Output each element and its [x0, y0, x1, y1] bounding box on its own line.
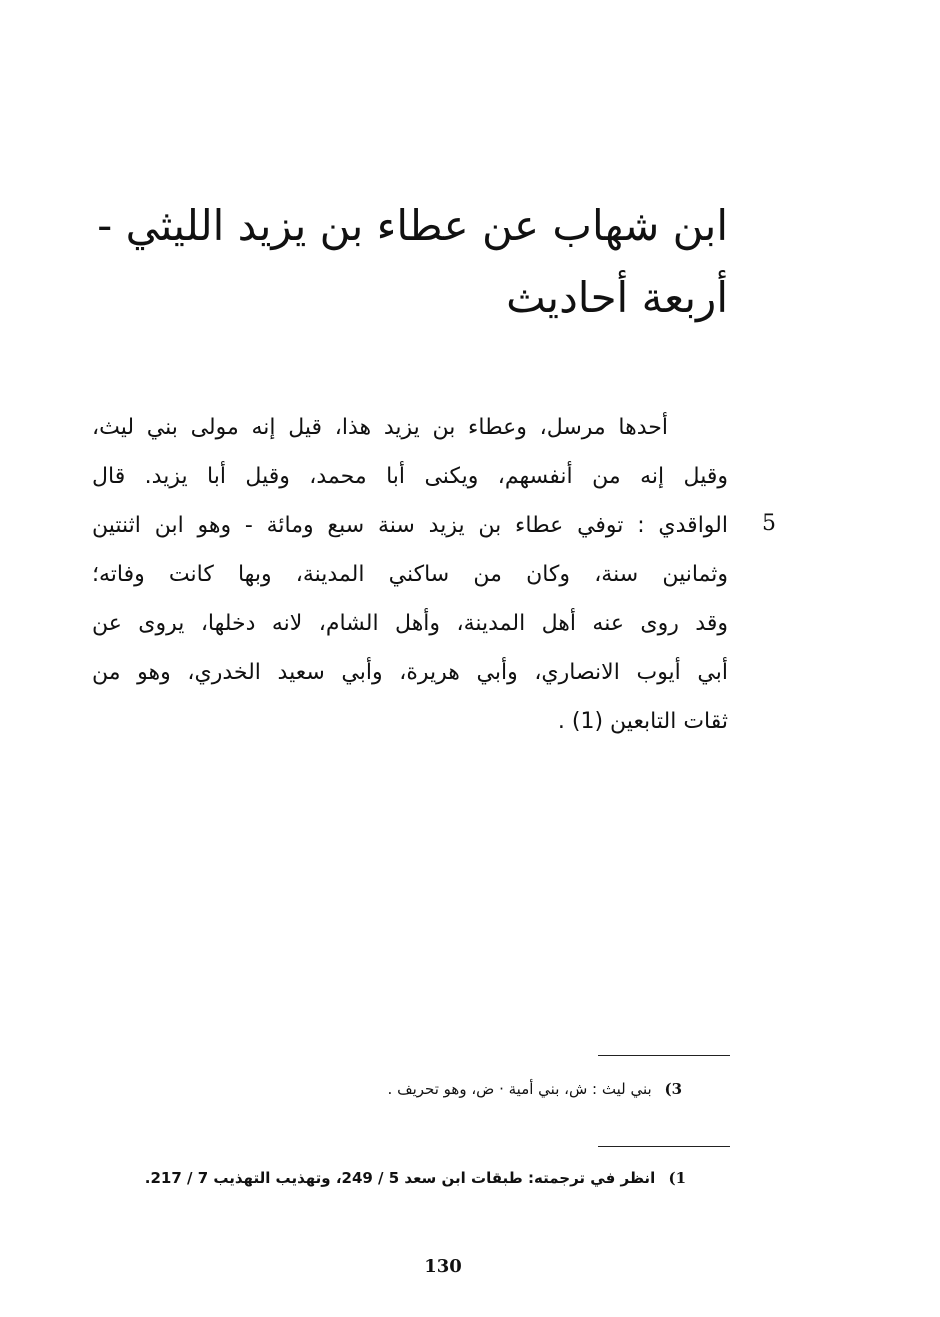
- body-line: وقيل إنه من أنفسهم، ويكنى أبا محمد، وقيل أبا يزيد. قال: [92, 464, 728, 489]
- footnote-divider: [598, 1055, 730, 1056]
- footnote-text: بني ليث : ش، بني أمية · ض، وهو تحريف .: [387, 1080, 652, 1098]
- body-line: الواقدي : توفي عطاء بن يزيد سنة سبع ومائة - وهو ابن اثنتين: [92, 513, 728, 538]
- footnote-marker: 1): [668, 1169, 686, 1187]
- footnote-text: انظر في ترجمته: طبقات ابن سعد 5 / 249، وتهذيب التهذيب 7 / 217.: [144, 1169, 656, 1187]
- body-line: ثقات التابعين (1) .: [557, 709, 728, 734]
- footnote-variant: [388, 1076, 682, 1102]
- body-paragraph: [92, 403, 728, 746]
- page-number: 130: [424, 1256, 462, 1277]
- body-line: أبي أيوب الانصاري، وأبي هريرة، وأبي سعيد الخدري، وهو من: [92, 660, 728, 685]
- body-line: وقد روى عنه أهل المدينة، وأهل الشام، لانه دخلها، يروى عن: [92, 611, 728, 636]
- body-line: وثمانين سنة، وكان من ساكني المدينة، وبها كانت وفاته؛: [92, 562, 728, 587]
- chapter-heading-line-1: ابن شهاب عن عطاء بن يزيد الليثي -: [97, 201, 728, 250]
- footnote-marker: 3): [664, 1080, 682, 1098]
- footnote-divider: [598, 1146, 730, 1147]
- body-line: أحدها مرسل، وعطاء بن يزيد هذا، قيل إنه مولى بني ليث،: [92, 415, 668, 440]
- chapter-heading-line-2: أربعة أحاديث: [506, 273, 728, 322]
- footnote-reference: [145, 1165, 686, 1191]
- margin-line-number: 5: [762, 511, 776, 536]
- chapter-heading: [68, 190, 728, 334]
